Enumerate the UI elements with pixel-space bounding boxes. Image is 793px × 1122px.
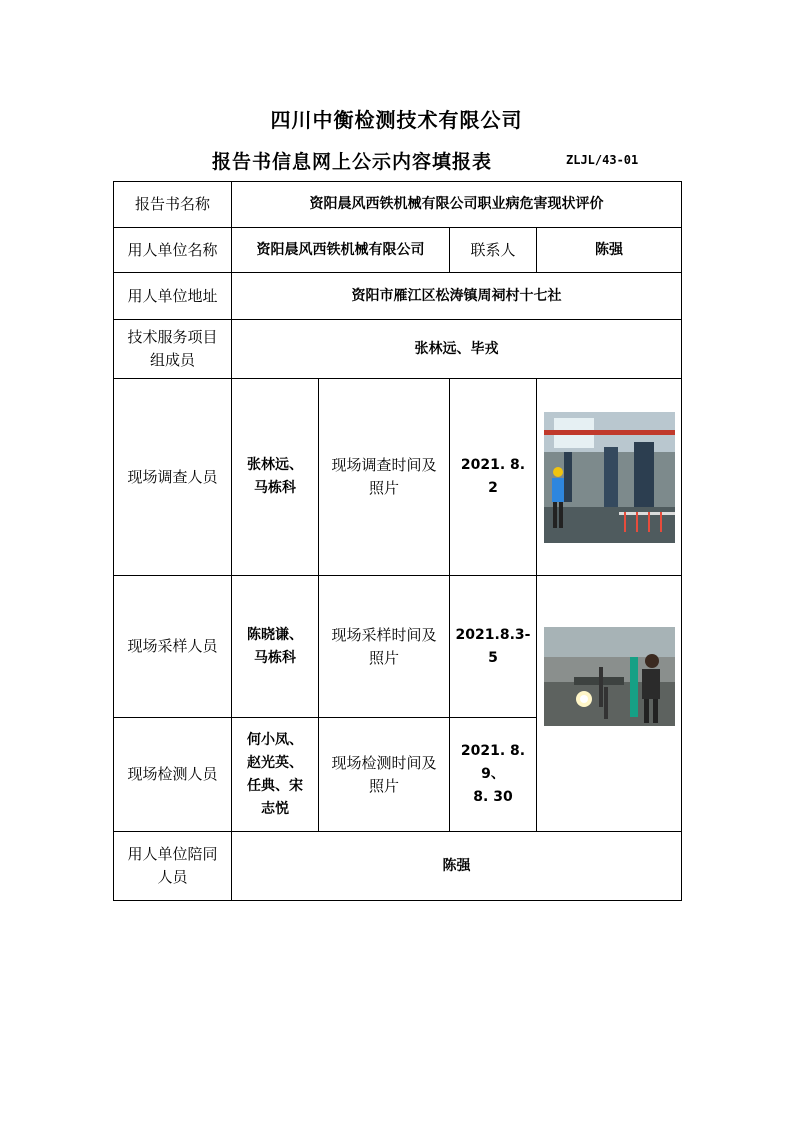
row-employer-name [114,228,682,273]
contact-value: 陈强 [537,228,682,273]
employer-name-value: 资阳晨风西铁机械有限公司 [232,228,450,273]
sampling-staff-line2: 马栋科 [254,649,296,666]
sampling-time-label-line1: 现场采样时间及 [331,625,437,644]
sampling-time-label [319,576,450,718]
team-members-label [114,320,232,379]
row-sampling [114,576,682,718]
testing-label: 现场检测人员 [114,718,232,832]
survey-label: 现场调查人员 [114,379,232,576]
survey-staff-line1: 张林远、 [247,457,303,473]
testing-staff [232,718,319,832]
accompany-value: 陈强 [232,832,682,901]
accompany-label [114,832,232,901]
survey-time-label-line1: 现场调查时间及 [331,456,437,474]
testing-staff-line1: 何小凤、 [247,731,303,748]
team-members-label-line1: 技术服务项目 [127,328,218,346]
testing-time-label-line1: 现场检测时间及 [331,753,437,772]
sampling-staff [232,576,319,718]
row-report-name [114,182,682,228]
survey-date: 2021. 8. 2 [450,379,537,576]
form-title: 报告书信息网上公示内容填报表 [212,151,493,173]
row-team-members [114,320,682,379]
team-members-label-line2: 组成员 [149,351,195,369]
testing-date-line2: 8. 30 [473,789,513,805]
sampling-staff-line1: 陈晓谦、 [247,626,303,643]
team-members-value: 张林远、毕戎 [232,320,682,379]
row-survey [114,379,682,576]
row-employer-address [114,273,682,320]
employer-address-label: 用人单位地址 [114,273,232,320]
row-accompany [114,832,682,901]
survey-staff [232,379,319,576]
form-code: ZLJL/43-01 [566,153,639,167]
sampling-time-label-line2: 照片 [368,648,399,667]
testing-time-label-line2: 照片 [368,776,399,795]
testing-date [450,718,537,832]
testing-time-label [319,718,450,832]
survey-time-label-line2: 照片 [368,479,399,497]
report-name-value: 资阳晨风西铁机械有限公司职业病危害现状评价 [232,182,682,228]
employer-address-value: 资阳市雁江区松涛镇周祠村十七社 [232,273,682,320]
sampling-date: 2021.8.3-5 [450,576,537,718]
survey-photo-cell [537,379,682,576]
testing-staff-line4: 志悦 [261,800,289,817]
survey-time-label [319,379,450,576]
company-title: 四川中衡检测技术有限公司 [270,108,523,132]
factory-survey-photo [544,412,675,543]
employer-name-label: 用人单位名称 [114,228,232,273]
accompany-label-line2: 人员 [157,868,188,886]
survey-staff-line2: 马栋科 [254,480,296,496]
testing-staff-line3: 任典、宋 [247,777,303,794]
sampling-label: 现场采样人员 [114,576,232,718]
contact-label: 联系人 [450,228,537,273]
info-table [113,181,682,901]
sampling-photo-cell [537,576,682,832]
testing-date-line1: 2021. 8. 9、 [460,743,526,782]
testing-staff-line2: 赵光英、 [247,754,303,771]
accompany-label-line1: 用人单位陪同 [127,845,218,863]
welding-sampling-photo [544,627,675,726]
report-name-label: 报告书名称 [114,182,232,228]
